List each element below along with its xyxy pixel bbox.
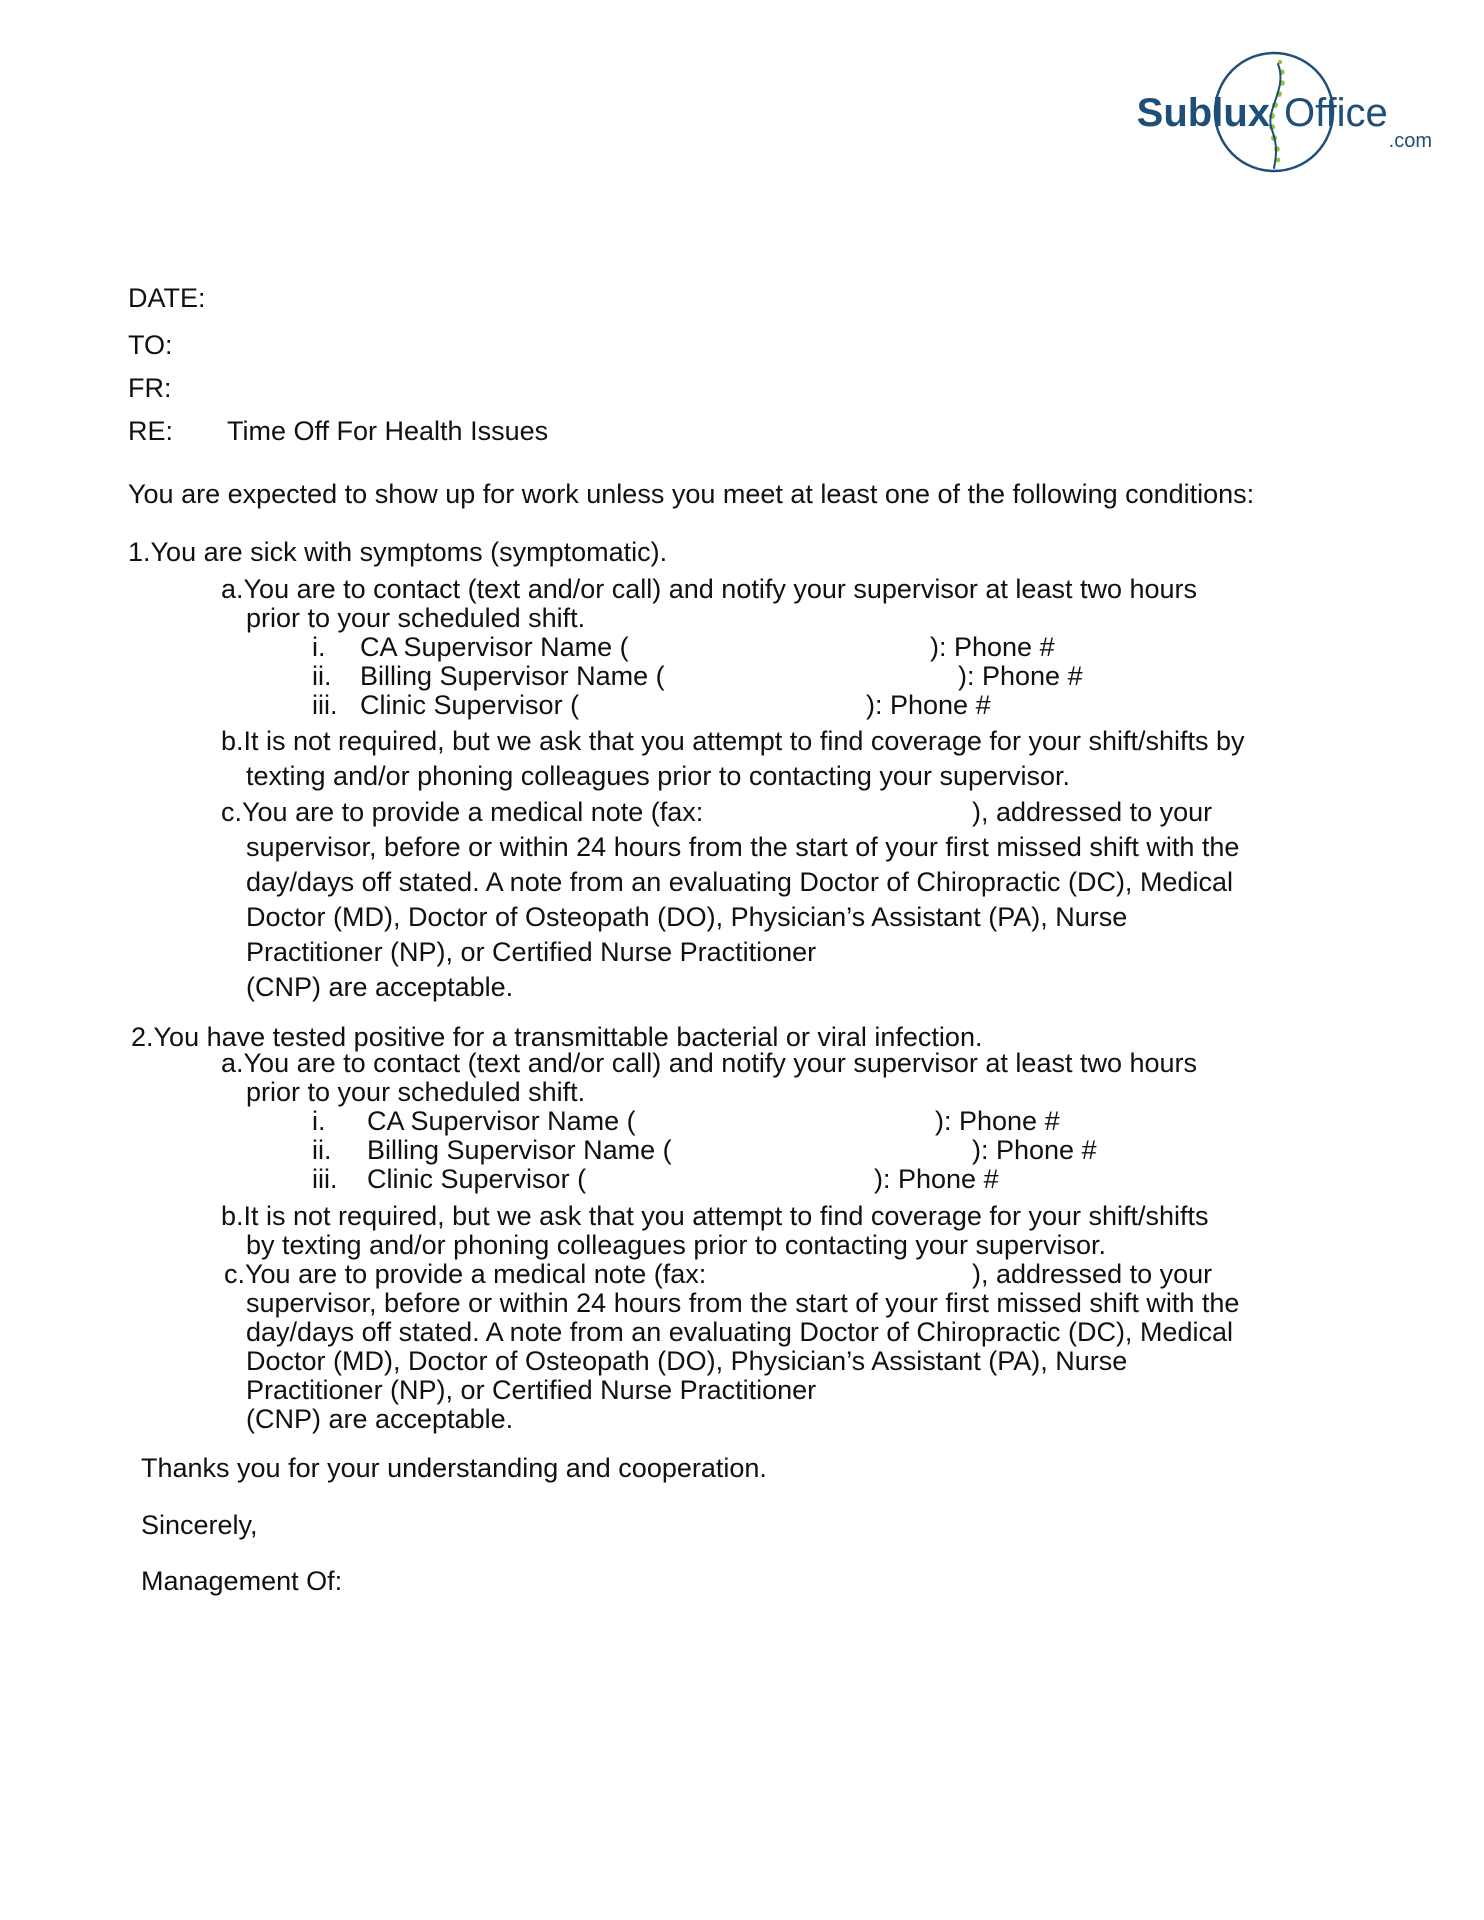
intro-text: You are expected to show up for work unless you meet at least one of the following conditions:	[128, 479, 1255, 509]
section1-item-b: b.It is not required, but we ask that you attempt to find coverage for your shift/shifts by	[221, 726, 1245, 756]
section2-item-b: b.It is not required, but we ask that you attempt to find coverage for your shift/shifts	[221, 1201, 1209, 1231]
section1-iii-phone: ): Phone #	[866, 690, 991, 720]
section1-item-c-l6: (CNP) are acceptable.	[246, 972, 514, 1002]
section2-i-num: i.	[312, 1106, 326, 1136]
re-subject: Time Off For Health Issues	[227, 416, 549, 446]
section2-item-a: a.You are to contact (text and/or call) and notify your supervisor at least two hours	[221, 1048, 1198, 1078]
section2-title: 2.You have tested positive for a transmittable bacterial or viral infection.	[131, 1022, 983, 1052]
section2-item-c: c.You are to provide a medical note (fax:	[224, 1259, 707, 1289]
logo-office: Office	[1284, 91, 1388, 135]
section1-item-b-cont: texting and/or phoning colleagues prior to contacting your supervisor.	[246, 761, 1071, 791]
section1-ii-num: ii.	[312, 661, 332, 691]
section2-ii-phone: ): Phone #	[972, 1135, 1097, 1165]
section1-item-c-l4: Doctor (MD), Doctor of Osteopath (DO), Physician’s Assistant (PA), Nurse	[246, 902, 1128, 932]
section2-item-c-l2: supervisor, before or within 24 hours from the start of your first missed shift with the	[246, 1288, 1240, 1318]
section2-iii-text: Clinic Supervisor (	[367, 1164, 587, 1194]
section1-item-c-l5: Practitioner (NP), or Certified Nurse Practitioner	[246, 937, 817, 967]
section1-title: 1.You are sick with symptoms (symptomatic).	[128, 537, 668, 567]
section2-ii-text: Billing Supervisor Name (	[367, 1135, 672, 1165]
re-label: RE:	[128, 416, 174, 446]
subluxoffice-logo	[1112, 50, 1434, 180]
section1-item-c-l3: day/days off stated. A note from an evaluating Doctor of Chiropractic (DC), Medical	[246, 867, 1233, 897]
to-label: TO:	[128, 330, 173, 360]
section1-item-c-l2: supervisor, before or within 24 hours from the start of your first missed shift with the	[246, 832, 1240, 862]
fr-label: FR:	[128, 373, 172, 403]
section1-i-text: CA Supervisor Name (	[360, 632, 629, 662]
section1-ii-text: Billing Supervisor Name (	[360, 661, 665, 691]
logo-sublux: Sublux	[1136, 91, 1270, 135]
section1-i-num: i.	[312, 632, 326, 662]
section2-item-c-l5: Practitioner (NP), or Certified Nurse Practitioner	[246, 1375, 817, 1405]
section1-ii-phone: ): Phone #	[958, 661, 1083, 691]
section2-item-c-l4: Doctor (MD), Doctor of Osteopath (DO), Physician’s Assistant (PA), Nurse	[246, 1346, 1128, 1376]
logo-domain: .com	[1388, 130, 1432, 152]
section2-i-text: CA Supervisor Name (	[367, 1106, 636, 1136]
section2-item-c-l6: (CNP) are acceptable.	[246, 1404, 514, 1434]
section1-iii-text: Clinic Supervisor (	[360, 690, 580, 720]
section2-ii-num: ii.	[312, 1135, 332, 1165]
section1-item-c-tail: ), addressed to your	[972, 797, 1213, 827]
section2-item-c-l3: day/days off stated. A note from an evaluating Doctor of Chiropractic (DC), Medical	[246, 1317, 1233, 1347]
section2-iii-phone: ): Phone #	[874, 1164, 999, 1194]
closing-management: Management Of:	[141, 1566, 343, 1596]
section1-item-c: c.You are to provide a medical note (fax:	[221, 797, 704, 827]
section2-i-phone: ): Phone #	[935, 1106, 1060, 1136]
section1-item-a: a.You are to contact (text and/or call) and notify your supervisor at least two hours	[221, 574, 1198, 604]
section2-item-b-cont: by texting and/or phoning colleagues prior to contacting your supervisor.	[246, 1230, 1107, 1260]
closing-sincerely: Sincerely,	[141, 1510, 258, 1540]
section1-i-phone: ): Phone #	[930, 632, 1055, 662]
section2-item-c-tail: ), addressed to your	[972, 1259, 1213, 1289]
section2-item-a-cont: prior to your scheduled shift.	[246, 1077, 586, 1107]
closing-thanks: Thanks you for your understanding and cooperation.	[141, 1453, 767, 1483]
section2-iii-num: iii.	[312, 1164, 338, 1194]
date-label: DATE:	[128, 283, 206, 313]
section1-iii-num: iii.	[312, 690, 338, 720]
section1-item-a-cont: prior to your scheduled shift.	[246, 603, 586, 633]
